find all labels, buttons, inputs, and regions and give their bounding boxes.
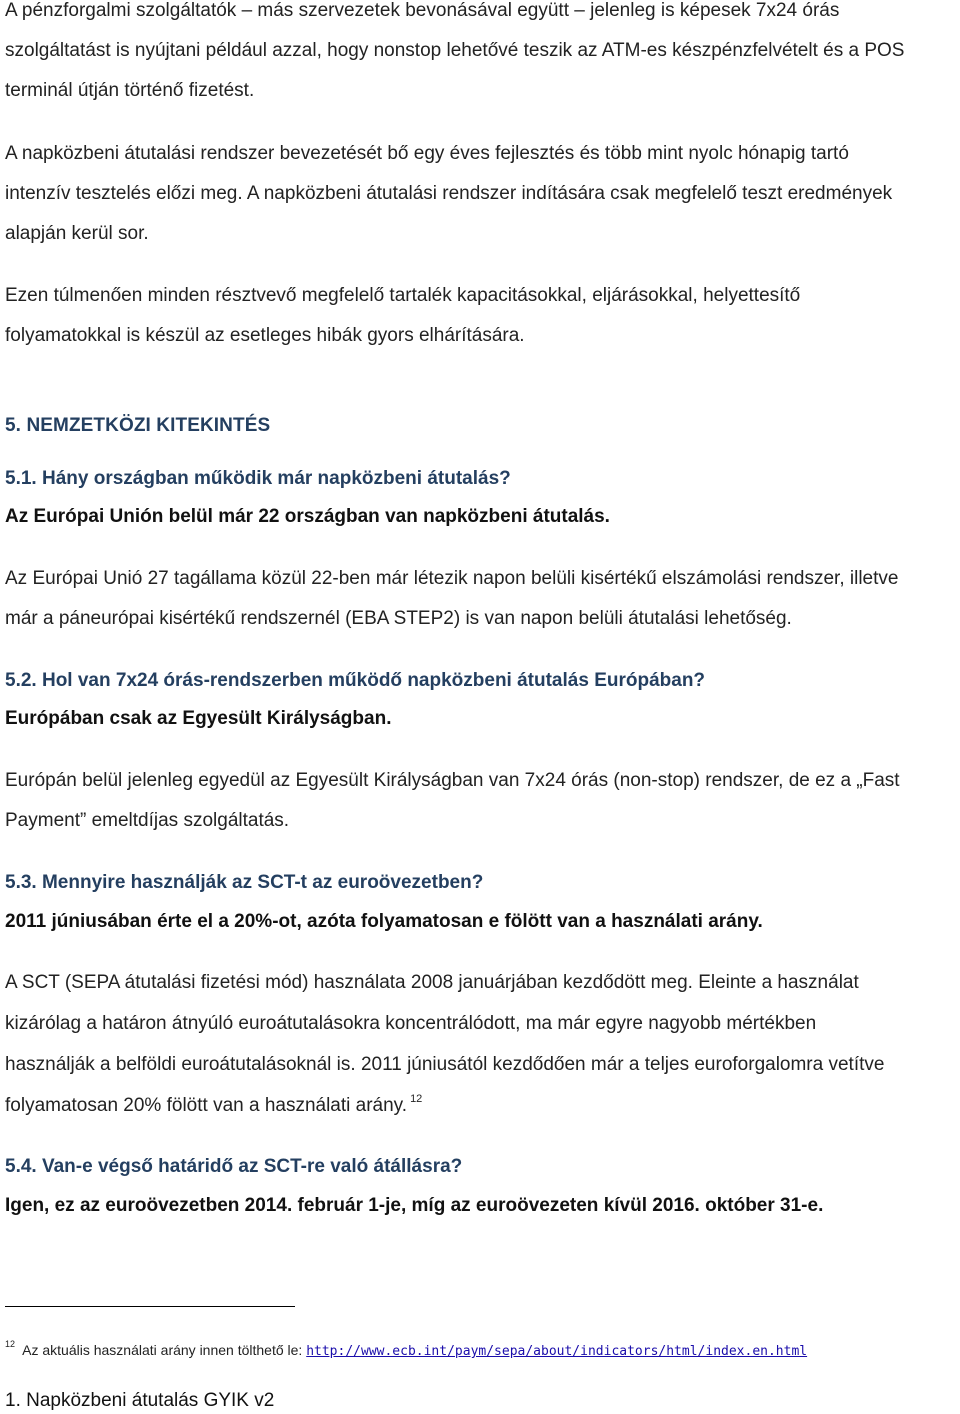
body-text-line: A napközbeni átutalási rendszer bevezetését bő egy éves fejlesztés és több mint nyolc hónapig tartó [5, 143, 849, 164]
section-number: 5. [5, 415, 22, 436]
body-text-line: folyamatokkal is készül az esetleges hibák gyors elhárítására. [5, 325, 525, 346]
body-text-line: szolgáltatást is nyújtani például azzal, hogy nonstop lehetővé teszik az ATM-es készpénzfelvételt és a POS [5, 40, 905, 61]
body-text-line: kizárólag a határon átnyúló euroátutalásokra koncentrálódott, ma már egyre nagyobb mértékben [5, 1013, 817, 1034]
section-heading [5, 416, 270, 435]
body-text-line: alapján kerül sor. [5, 223, 149, 244]
question-number: 5.4. [5, 1156, 37, 1177]
answer-text: Az Európai Unión belül már 22 országban van napközbeni átutalás. [5, 506, 610, 527]
question-text: Van-e végső határidő az SCT-re való átállásra? [41, 1156, 463, 1177]
section-title: NEMZETKÖZI KITEKINTÉS [26, 415, 271, 436]
body-text-line: A pénzforgalmi szolgáltatók – más szervezetek bevonásával együtt – jelenleg is képesek 7x24 órás [5, 0, 840, 21]
body-text-line: már a páneurópai kisértékű rendszernél (EBA STEP2) is van napon belüli átutalási lehetőség. [5, 608, 792, 629]
footnote-link[interactable]: http://www.ecb.int/paym/sepa/about/indicators/html/index.en.html [306, 1344, 808, 1359]
answer-text: Igen, ez az euroövezetben 2014. február 1-je, míg az euroövezeten kívül 2016. október 31-e. [5, 1195, 824, 1216]
body-text-line [5, 1093, 423, 1116]
question-number: 5.3. [5, 872, 37, 893]
body-text-line: használják a belföldi euroátutalásoknál is. 2011 júniusától kezdődően már a teljes euroforgalomra vetítve [5, 1054, 885, 1075]
question-number: 5.2. [5, 670, 37, 691]
question-text: Mennyire használják az SCT-t az euroövezetben? [41, 872, 484, 893]
question-text: Hány országban működik már napközbeni átutalás? [41, 468, 511, 489]
answer-text: Európában csak az Egyesült Királyságban. [5, 708, 392, 729]
question-heading [5, 1157, 462, 1176]
footnote-number: 12 [5, 1339, 16, 1349]
body-text-line: Ezen túlmenően minden résztvevő megfelelő tartalék kapacitásokkal, eljárásokkal, helyettesítő [5, 285, 801, 306]
body-text-line: Európán belül jelenleg egyedül az Egyesült Királyságban van 7x24 órás (non-stop) rendszer, de ez a „Fast [5, 770, 900, 791]
answer-text: 2011 júniusában érte el a 20%-ot, azóta folyamatosan e fölött van a használati arány. [5, 911, 763, 932]
question-heading [5, 873, 483, 892]
body-text-line: Payment” emeltdíjas szolgáltatás. [5, 810, 290, 831]
footnote-reference[interactable]: 12 [410, 1093, 423, 1105]
question-heading [5, 469, 511, 488]
body-text-line: Az Európai Unió 27 tagállama közül 22-ben már létezik napon belüli kisértékű elszámolási rendszer, illetve [5, 568, 899, 589]
body-text-line: A SCT (SEPA átutalási fizetési mód) használata 2008 januárjában kezdődött meg. Eleinte a használat [5, 972, 859, 993]
body-text-segment: folyamatosan 20% fölött van a használati arány. [5, 1095, 408, 1116]
footnote-separator [5, 1306, 295, 1307]
question-text: Hol van 7x24 órás-rendszerben működő napközbeni átutalás Európában? [41, 670, 706, 691]
page-footer: 1. Napközbeni átutalás GYIK v2 [5, 1390, 275, 1411]
footnote-text: Az aktuális használati arány innen tölthető le: [22, 1342, 303, 1358]
question-heading [5, 671, 705, 690]
body-text-line: terminál útján történő fizetést. [5, 80, 255, 101]
footnote [5, 1339, 808, 1359]
body-text-line: intenzív tesztelés előzi meg. A napközbeni átutalási rendszer indítására csak megfelelő teszt eredmények [5, 183, 893, 204]
question-number: 5.1. [5, 468, 37, 489]
